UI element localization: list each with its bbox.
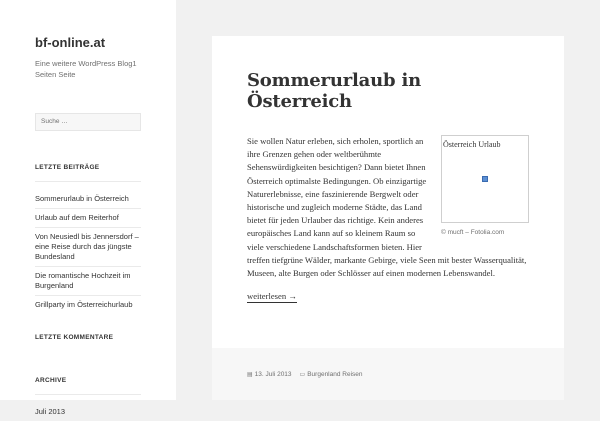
recent-comments-title: LETZTE KOMMENTARE [35, 334, 114, 341]
recent-post-link[interactable]: Die romantische Hochzeit im Burgenland [35, 267, 141, 296]
image-alt-text: Österreich Urlaub [443, 140, 501, 149]
archive-title: ARCHIVE [35, 377, 141, 395]
post-body [247, 135, 529, 303]
read-more-link[interactable]: weiterlesen → [247, 291, 297, 302]
post-article [212, 36, 564, 348]
main-content [212, 36, 564, 400]
recent-comments-widget [35, 334, 141, 351]
post-footer [212, 348, 564, 400]
search-input[interactable]: Suche … [35, 113, 141, 131]
post-title[interactable]: Sommerurlaub in Österreich [247, 70, 421, 112]
archive-link[interactable]: Juli 2013 [35, 407, 66, 416]
site-description: Eine weitere WordPress Blog1 Seiten Seite [35, 59, 137, 79]
archive-widget [35, 377, 141, 421]
archive-list [35, 403, 141, 421]
calendar-icon: ▤ [247, 371, 253, 378]
recent-posts-list [35, 190, 141, 314]
post-figure [441, 135, 529, 239]
recent-posts-widget [35, 164, 141, 314]
recent-post-link[interactable]: Sommerurlaub in Österreich [35, 190, 141, 209]
broken-image-icon [482, 176, 488, 182]
recent-post-link[interactable]: Grillparty im Österreichurlaub [35, 300, 133, 309]
post-category [300, 371, 363, 378]
post-date-link[interactable]: 13. Juli 2013 [254, 370, 292, 378]
post-category-link[interactable]: Burgenland Reisen [307, 370, 363, 378]
recent-post-link[interactable]: Von Neusiedl bis Jennersdorf – eine Reise durch das jüngste Bundesland [35, 228, 141, 267]
post-text: Sie wollen Natur erleben, sich erholen, sportlich an ihre Grenzen gehen oder weltberühmte Sehenswürdigkeiten besichtigen? Dann bietet Ihnen Österreich optimalste Bedingungen. Ob einzigartige Naturerlebnisse, eine faszinierende Bergwelt oder historische und zugleich moderne Städte, das Land bietet für jeden Urlauber das richtige. Kein anderes europäisches Land kann auf so kleinem Raum so viele verschiedene Landschaftsformen bieten. Hier treffen tiefgrüne Wälder, markante Gebirge, viele Seen mit bester Wasserqualität, Museen, alte Burgen oder Schlösser auf einen modernen Lebenswandel. [247, 136, 527, 279]
folder-icon: ▭ [299, 371, 306, 378]
sidebar [0, 0, 176, 416]
recent-post-link[interactable]: Urlaub auf dem Reiterhof [35, 209, 141, 228]
post-image[interactable] [441, 135, 529, 223]
site-title[interactable]: bf-online.at [35, 35, 106, 50]
recent-posts-title: LETZTE BEITRÄGE [35, 164, 141, 182]
post-date [247, 371, 292, 378]
image-caption: © mucft – Fotolia.com [441, 229, 505, 236]
